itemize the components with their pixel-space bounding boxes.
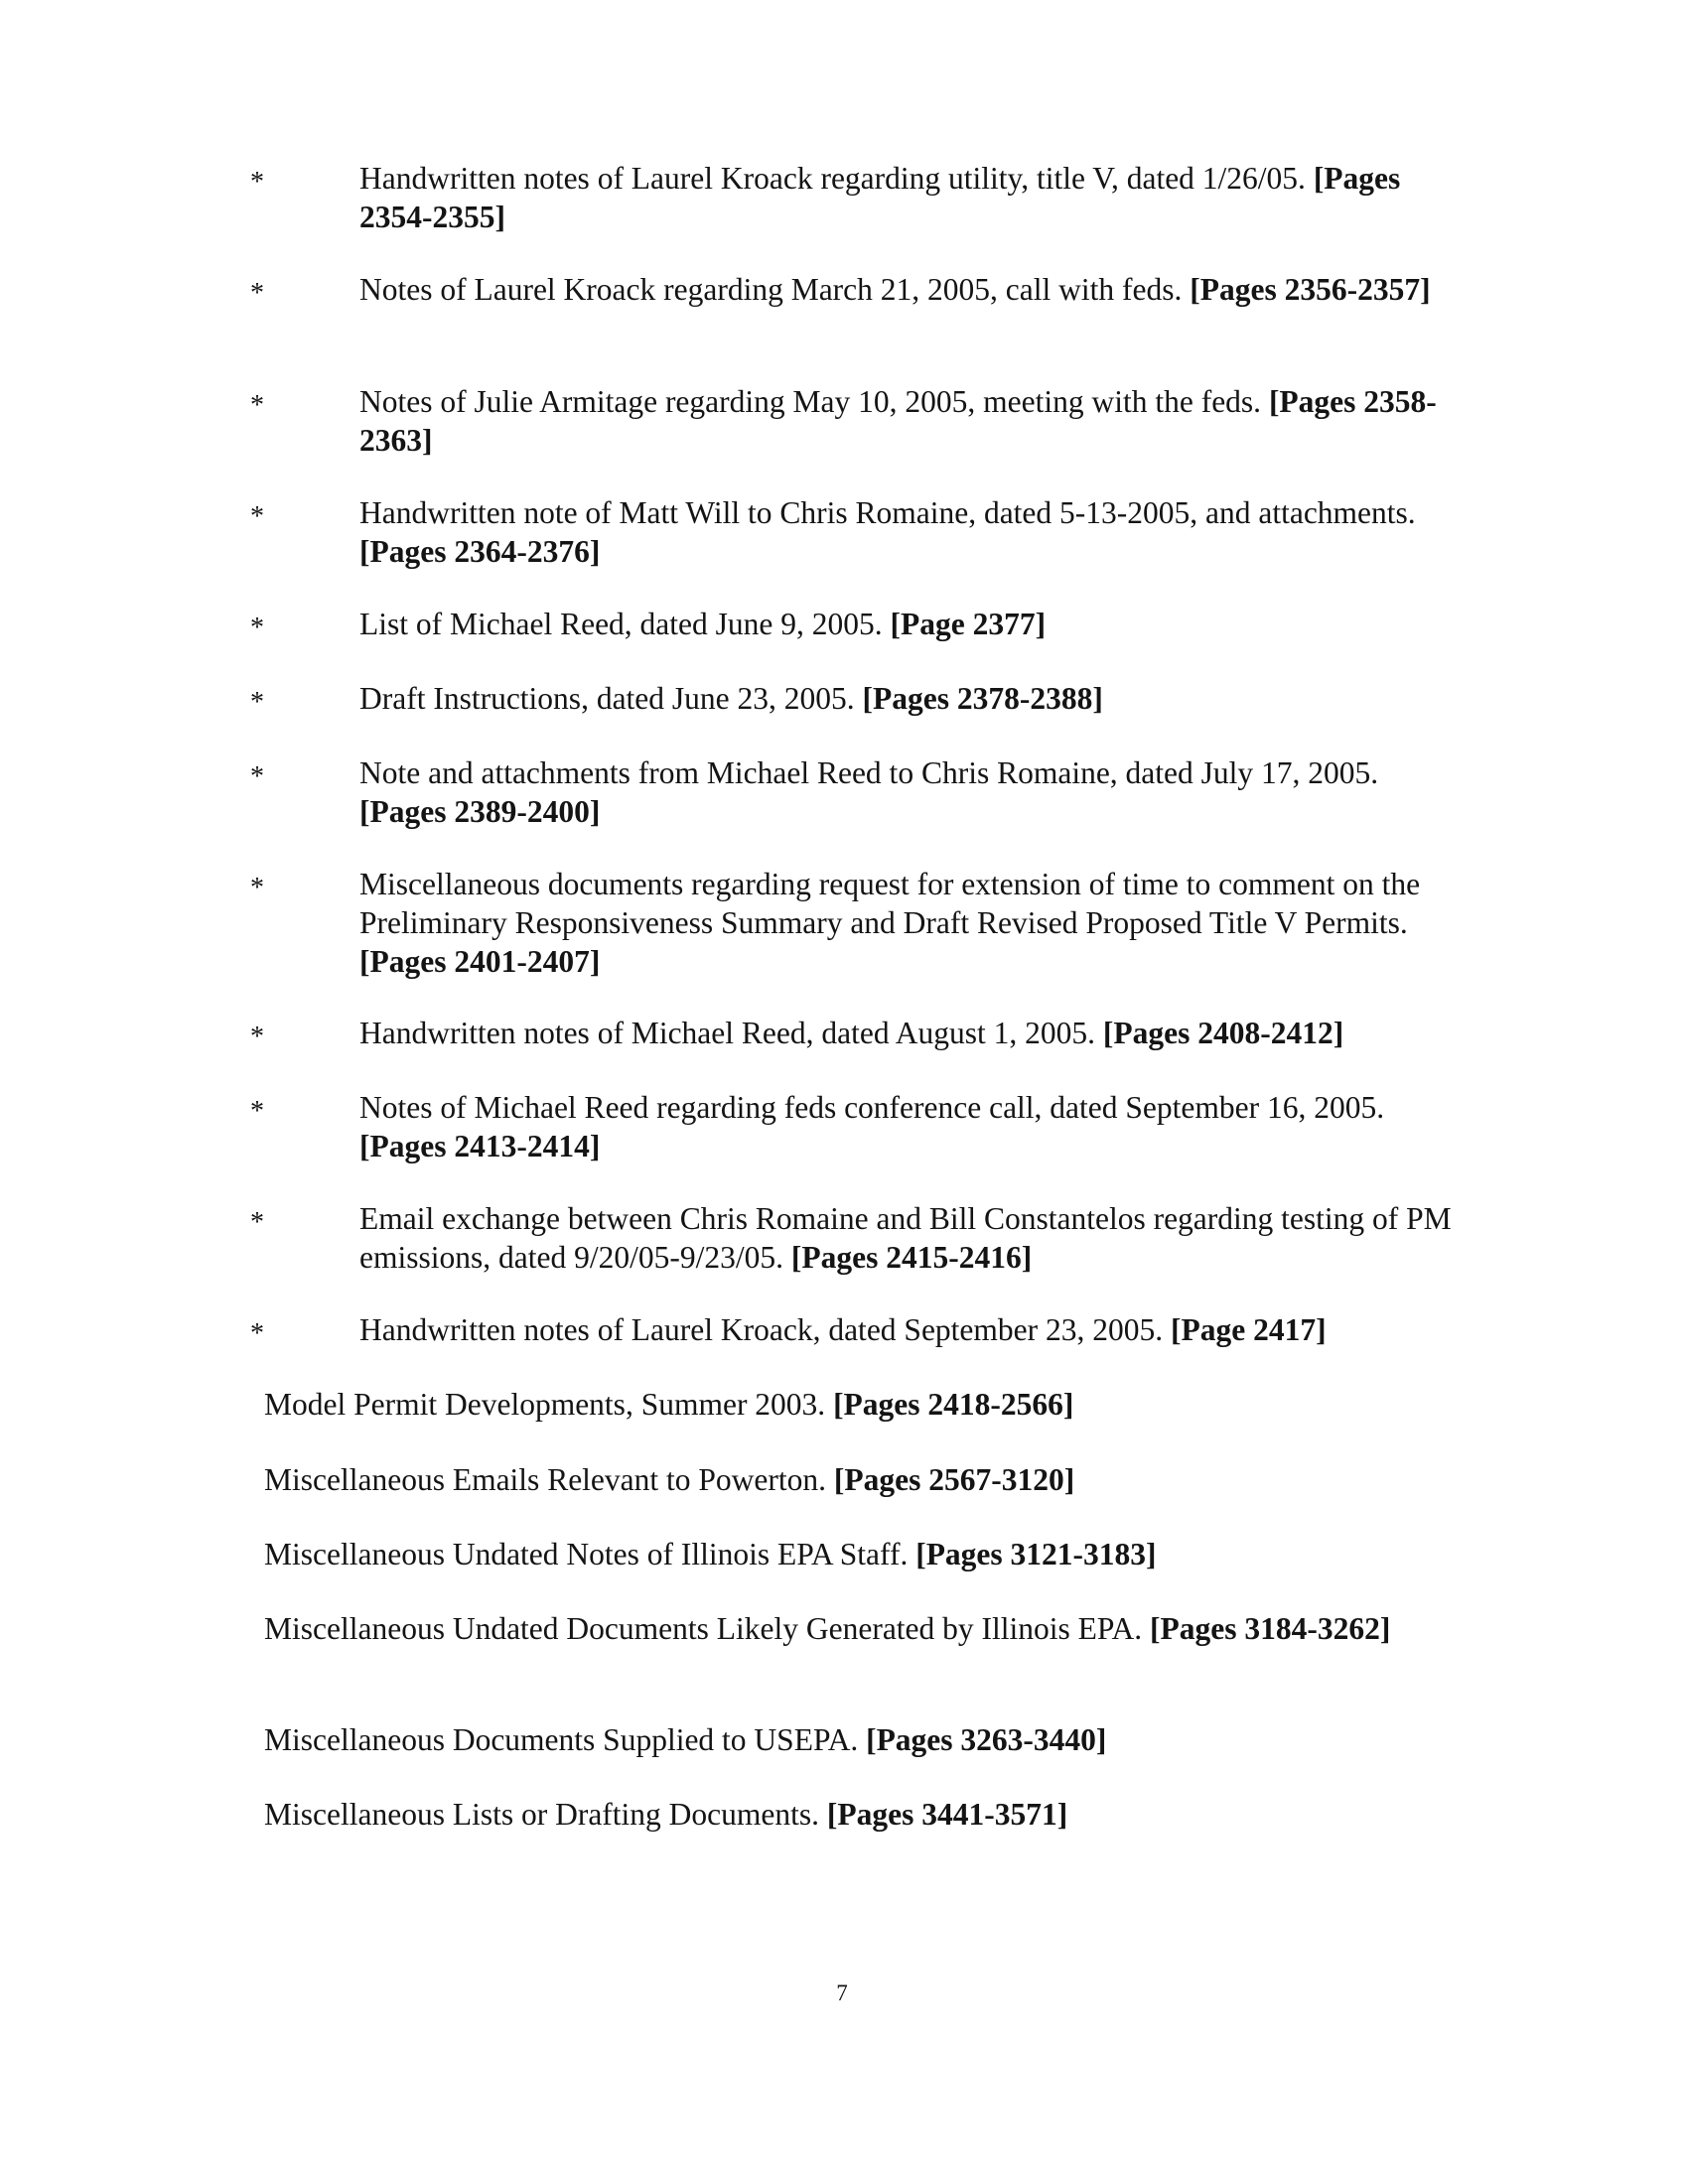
entry-text: Miscellaneous Undated Documents Likely Generated by Illinois EPA. — [264, 1611, 1151, 1646]
page-reference: [Pages 2418-2566] — [833, 1387, 1074, 1422]
page-reference: [Pages 2401-2407] — [359, 944, 601, 979]
page-reference: [Pages 3184-3262] — [1150, 1611, 1391, 1646]
document-entry — [264, 1609, 1446, 1648]
entry-text: Miscellaneous Emails Relevant to Powerton. — [264, 1462, 834, 1497]
page-reference: [Pages 2415-2416] — [790, 1240, 1033, 1275]
page-reference: [Pages 2354-2355] — [359, 161, 1401, 234]
document-entry — [264, 1535, 1446, 1573]
document-entry — [264, 1385, 1446, 1424]
bullet-marker: * — [250, 1318, 264, 1349]
page-reference: [Pages 2356-2357] — [1190, 272, 1431, 307]
list-item-body — [359, 382, 1452, 460]
bullet-marker: * — [250, 873, 264, 903]
entry-text: Model Permit Developments, Summer 2003. — [264, 1387, 834, 1422]
list-item-body — [359, 753, 1452, 831]
document-entry — [264, 1795, 1446, 1834]
item-text: Miscellaneous documents regarding request for extension of time to comment on the Preliminary Responsiveness Summary and Draft Revised Proposed Title V Permits. — [359, 867, 1421, 940]
list-item-body — [359, 679, 1452, 718]
list-item-body — [359, 1014, 1452, 1052]
list-item-body — [359, 159, 1452, 236]
page-reference: [Pages 2413-2414] — [359, 1129, 601, 1163]
list-item-body — [359, 605, 1452, 643]
list-item-body — [359, 1088, 1452, 1165]
page-reference: [Pages 3441-3571] — [826, 1797, 1068, 1832]
page-reference: [Pages 2567-3120] — [833, 1462, 1075, 1497]
item-text: Handwritten notes of Laurel Kroack regarding utility, title V, dated 1/26/05. — [359, 161, 1314, 196]
document-entry — [264, 1720, 1446, 1759]
item-text: Handwritten note of Matt Will to Chris Romaine, dated 5-13-2005, and attachments. — [359, 495, 1416, 530]
list-item-body — [359, 1310, 1452, 1349]
list-item-body — [359, 1199, 1452, 1277]
page-reference: [Pages 2408-2412] — [1102, 1016, 1344, 1050]
page-reference: [Page 2377] — [890, 607, 1047, 641]
item-text: Handwritten notes of Michael Reed, dated August 1, 2005. — [359, 1016, 1103, 1050]
item-text: List of Michael Reed, dated June 9, 2005. — [359, 607, 891, 641]
bullet-marker: * — [250, 1096, 264, 1127]
bullet-marker: * — [250, 278, 264, 309]
page-reference: [Pages 2364-2376] — [359, 534, 601, 569]
bullet-marker: * — [250, 501, 264, 532]
document-entry — [264, 1460, 1446, 1499]
entry-text: Miscellaneous Undated Notes of Illinois EPA Staff. — [264, 1537, 916, 1571]
bullet-marker: * — [250, 1207, 264, 1238]
item-text: Handwritten notes of Laurel Kroack, dated September 23, 2005. — [359, 1312, 1172, 1347]
page-reference: [Pages 3263-3440] — [866, 1722, 1107, 1757]
bullet-marker: * — [250, 687, 264, 718]
list-item-body — [359, 865, 1452, 981]
page-number: 7 — [836, 1980, 848, 2005]
item-text: Notes of Laurel Kroack regarding March 21, 2005, call with feds. — [359, 272, 1191, 307]
page-reference: [Pages 2389-2400] — [359, 794, 601, 829]
page-reference: [Pages 2358-2363] — [359, 384, 1437, 458]
item-text: Note and attachments from Michael Reed to Chris Romaine, dated July 17, 2005. — [359, 755, 1379, 790]
entry-text: Miscellaneous Documents Supplied to USEPA. — [264, 1722, 867, 1757]
bullet-marker: * — [250, 390, 264, 421]
page-reference: [Pages 2378-2388] — [862, 681, 1103, 716]
entry-text: Miscellaneous Lists or Drafting Documents. — [264, 1797, 827, 1832]
page-reference: [Page 2417] — [1171, 1312, 1327, 1347]
item-text: Email exchange between Chris Romaine and Bill Constantelos regarding testing of PM emissions, dated 9/20/05-9/23/05. — [359, 1201, 1452, 1275]
item-text: Draft Instructions, dated June 23, 2005. — [359, 681, 863, 716]
item-text: Notes of Michael Reed regarding feds conference call, dated September 16, 2005. — [359, 1090, 1385, 1125]
page-reference: [Pages 3121-3183] — [915, 1537, 1157, 1571]
bullet-marker: * — [250, 1022, 264, 1052]
bullet-marker: * — [250, 761, 264, 792]
list-item-body — [359, 270, 1452, 309]
list-item-body — [359, 493, 1452, 571]
bullet-marker: * — [250, 167, 264, 198]
item-text: Notes of Julie Armitage regarding May 10, 2005, meeting with the feds. — [359, 384, 1269, 419]
bullet-marker: * — [250, 613, 264, 643]
